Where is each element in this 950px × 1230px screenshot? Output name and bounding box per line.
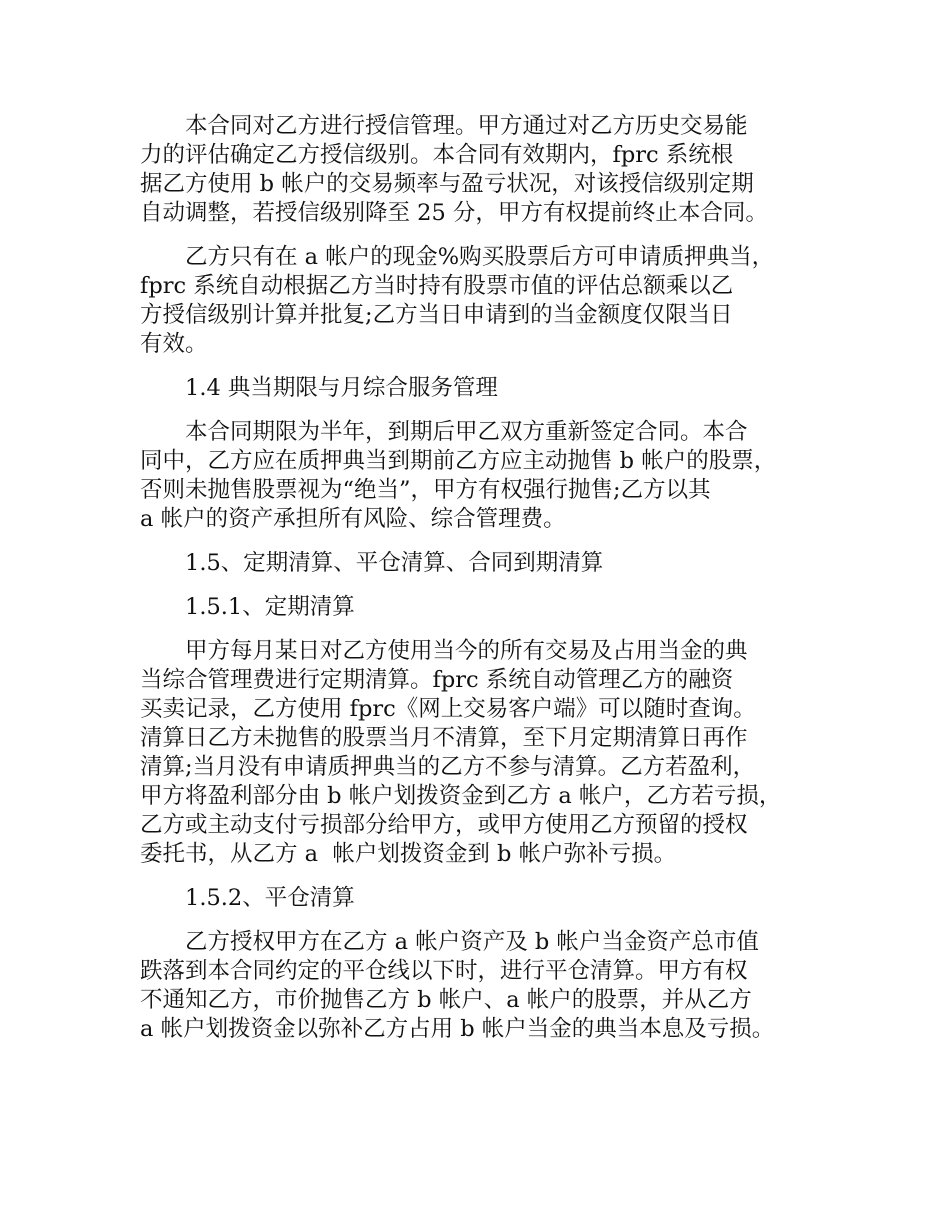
section-heading-1-5-2: 1.5.2、平仓清算 — [185, 885, 355, 911]
paragraph-periodic-settlement: 甲方每月某日对乙方使用当今的所有交易及占用当金的典 当综合管理费进行定期清算。fprc 系统自动管理乙方的融资 买卖记录，乙方使用 fprc《网上交易客户端》可以随时查询。 清算日乙方未抛售的股票当月不清算，至下月定期清算日再作 清算;当月没有申请质押典当的乙方不参与清算。乙方若盈利， 甲方将盈利部分由 b 帐户划拨资金到乙方 a 帐户，乙方若亏损， 乙方或主动支付亏损部分给甲方，或甲方使用乙方预留的授权 委托书，从乙方 a 帐户划拨资金到 b 帐户弥补亏损。 — [140, 638, 782, 867]
document-page — [140, 112, 830, 1059]
section-heading-1-5: 1.5、定期清算、平仓清算、合同到期清算 — [185, 550, 604, 576]
paragraph-contract-term: 本合同期限为半年，到期后甲乙双方重新签定合同。本合 同中，乙方应在质押典当到期前乙方应主动抛售 b 帐户的股票， 否则未抛售股票视为“绝当”，甲方有权强行抛售;乙方以其 a 帐户的资产承担所有风险、综合管理费。 — [140, 419, 777, 532]
paragraph-credit-management: 本合同对乙方进行授信管理。甲方通过对乙方历史交易能 力的评估确定乙方授信级别。本合同有效期内，fprc 系统根 据乙方使用 b 帐户的交易频率与盈亏状况，对该授信级别定期 自动调整，若授信级别降至 25 分，甲方有权提前终止本合同。 — [140, 113, 768, 226]
paragraph-pledge-application: 乙方只有在 a 帐户的现金%购买股票后方可申请质押典当， fprc 系统自动根据乙方当时持有股票市值的评估总额乘以乙 方授信级别计算并批复;乙方当日申请到的当金额度仅限当日 有效。 — [140, 244, 775, 357]
paragraph-liquidation-settlement: 乙方授权甲方在乙方 a 帐户资产及 b 帐户当金资产总市值 跌落到本合同约定的平仓线以下时，进行平仓清算。甲方有权 不通知乙方，市价抛售乙方 b 帐户、a 帐户的股票，并从乙方 a 帐户划拨资金以弥补乙方占用 b 帐户当金的典当本息及亏损。 — [140, 929, 775, 1042]
section-heading-1-4: 1.4 典当期限与月综合服务管理 — [185, 375, 498, 401]
section-heading-1-5-1: 1.5.1、定期清算 — [185, 594, 355, 620]
